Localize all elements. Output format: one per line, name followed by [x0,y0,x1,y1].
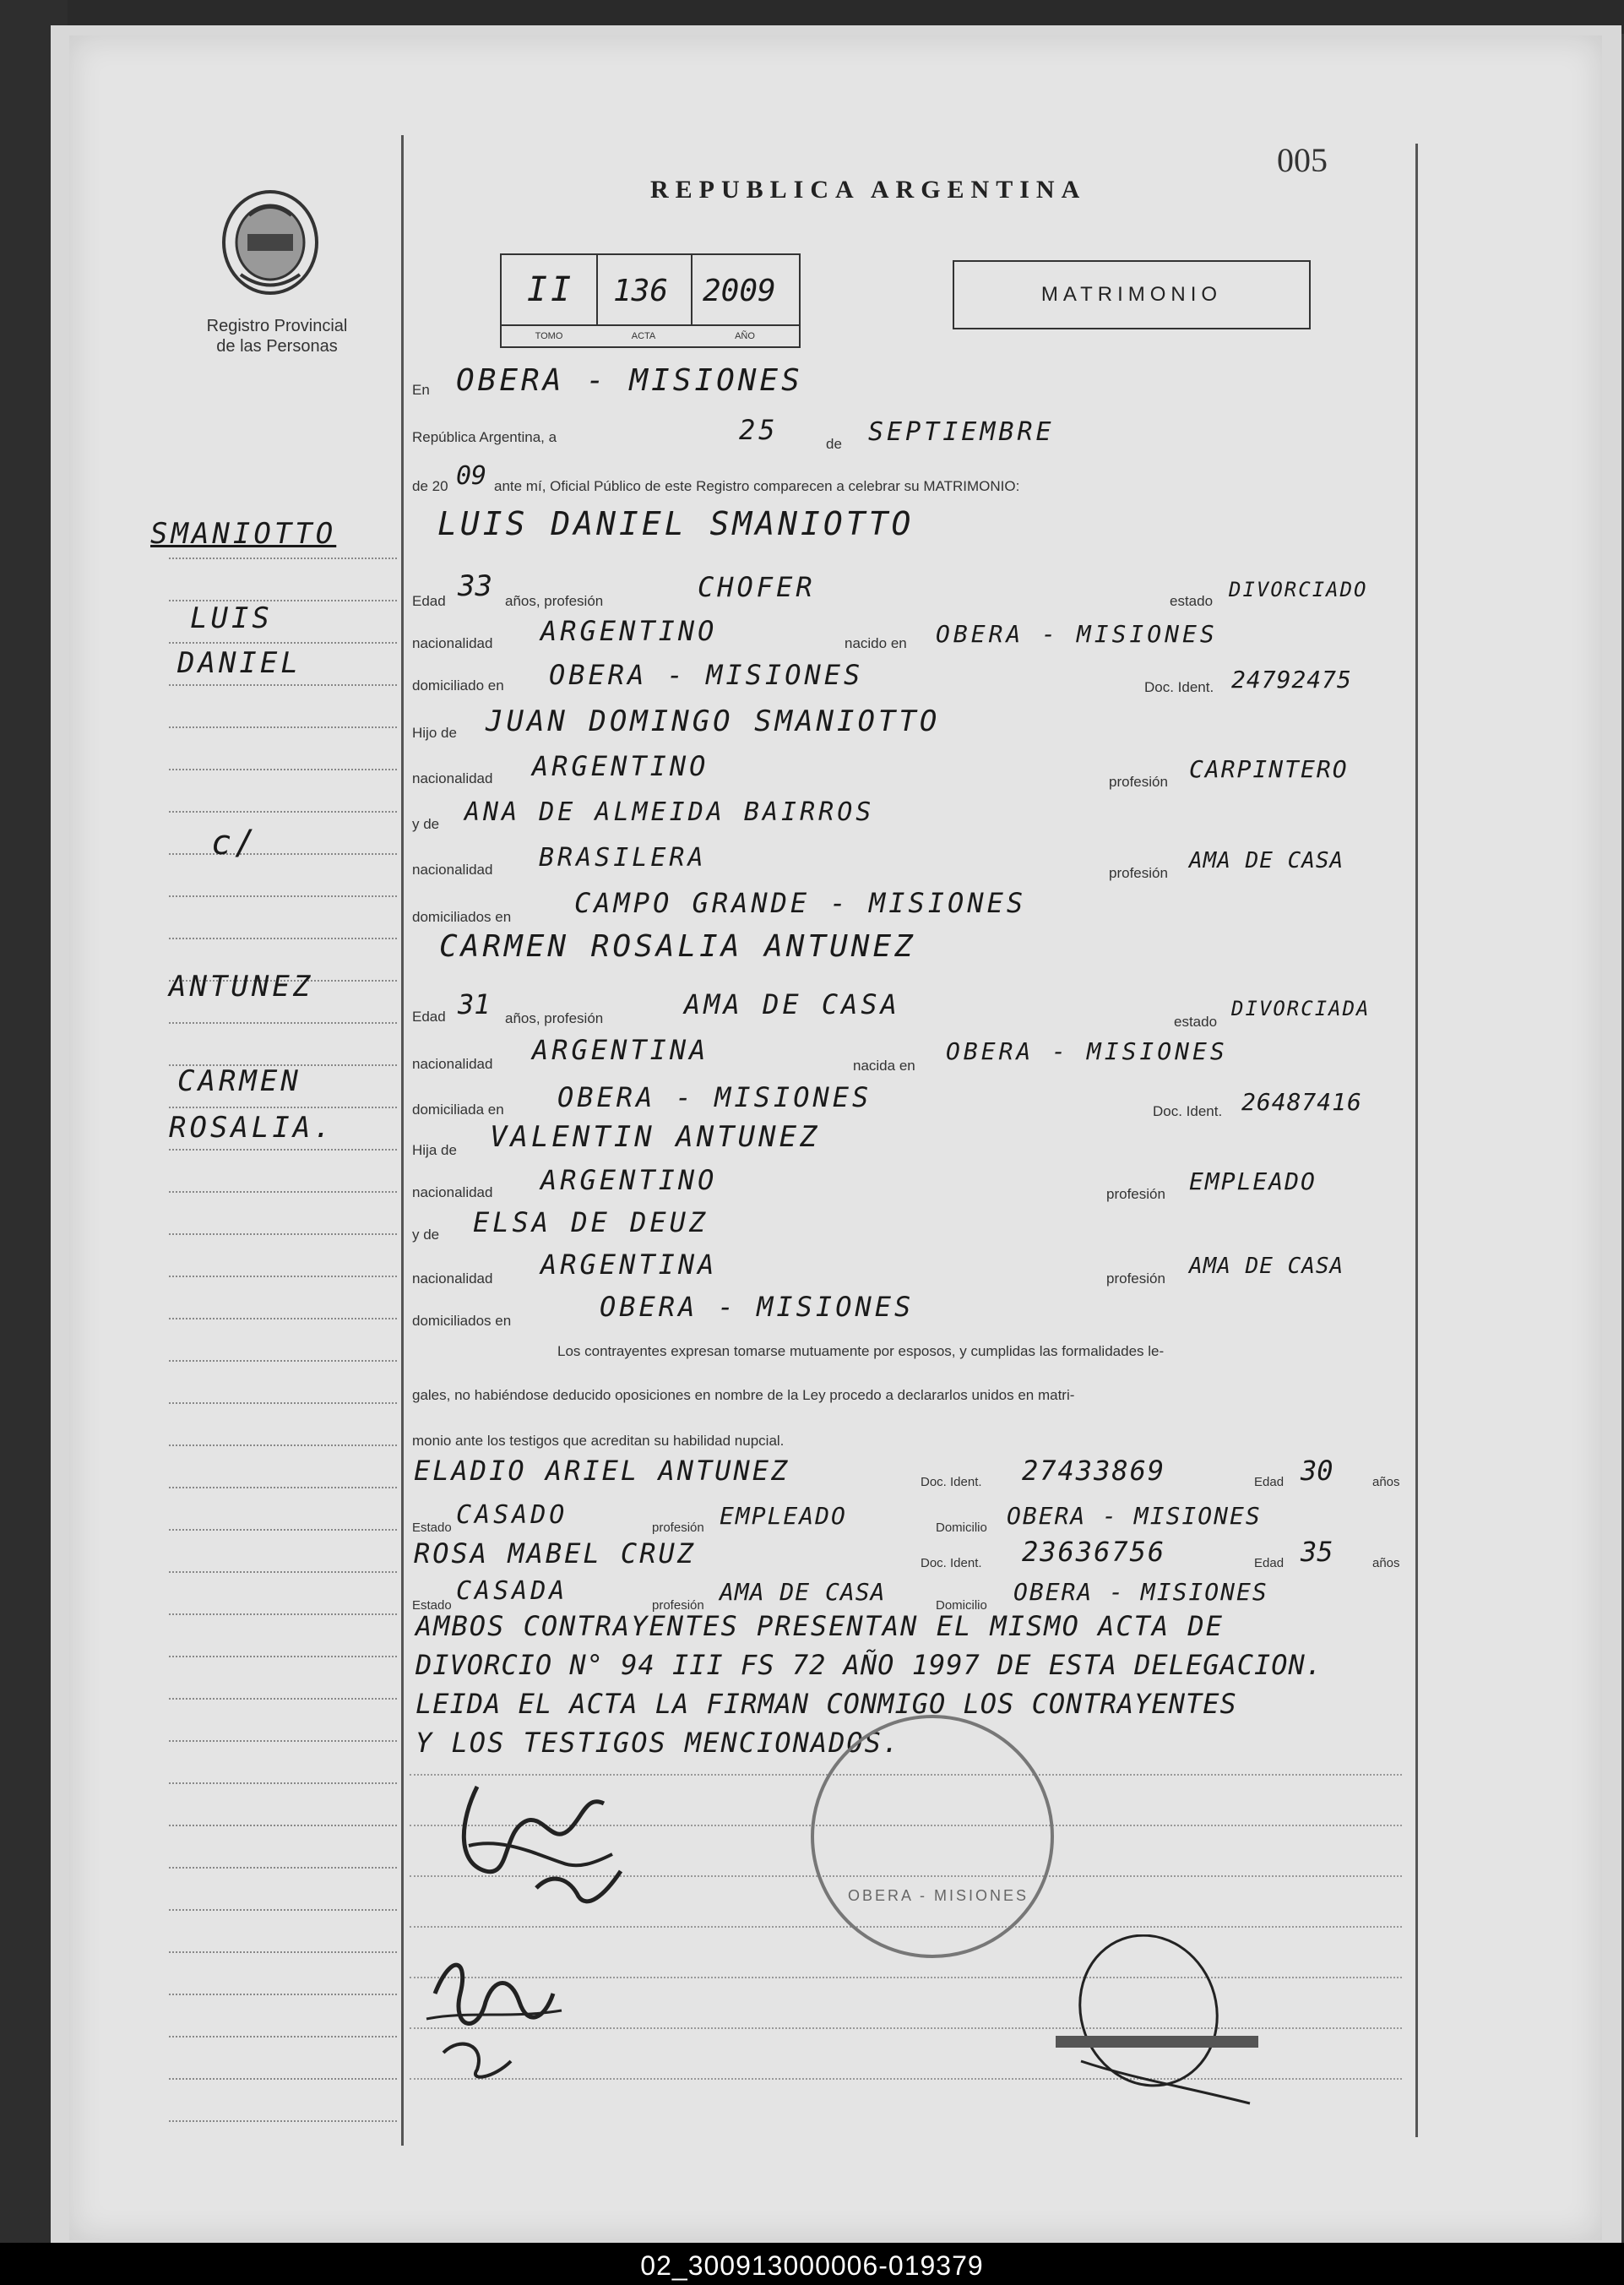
witness2-edad-label: Edad [1254,1556,1285,1570]
witness2-name: ROSA MABEL CRUZ [414,1537,696,1570]
witness1-anos-label: años [1372,1475,1400,1489]
witness1-doc-label: Doc. Ident. [921,1475,982,1489]
document-type: MATRIMONIO [953,260,1311,329]
year-suffix: 09 [456,461,487,491]
witness1-edad: 30 [1301,1455,1333,1487]
day-value: 25 [739,414,779,446]
registry-line2: de las Personas [216,337,338,356]
margin-con: c/ [211,824,259,862]
margin-bride-name-2: ROSALIA. [169,1111,334,1145]
note-line1: AMBOS CONTRAYENTES PRESENTAN EL MISMO ACTA DE [416,1610,1224,1642]
groom-padre-nac-label: nacionalidad [412,770,493,786]
page-number: 005 [1277,141,1328,179]
groom-domicilio: OBERA - MISIONES [549,659,864,691]
groom-signature [452,1770,638,1918]
groom-padre-prof-label: profesión [1109,774,1168,790]
groom-edad: 33 [458,569,492,603]
bride-nac-label: nacionalidad [412,1056,493,1072]
bride-madre-nac: ARGENTINA [540,1249,718,1281]
bride-doc: 26487416 [1241,1088,1362,1116]
bride-domicilio: OBERA - MISIONES [557,1081,872,1113]
note-line3: LEIDA EL ACTA LA FIRMAN CONMIGO LOS CONTRAYENTES [416,1688,1237,1720]
month-value: SEPTIEMBRE [868,417,1055,447]
witness1-domicilio: OBERA - MISIONES [1007,1502,1262,1530]
acta-label: ACTA [596,324,691,346]
groom-nac-label: nacionalidad [412,635,493,651]
witness1-estado-label: Estado [412,1521,452,1535]
groom-padre-prof: CARPINTERO [1189,755,1349,783]
bride-signature [418,1943,570,2091]
groom-profesion-label: años, profesión [505,593,604,609]
witness2-doc: 23636756 [1022,1536,1166,1568]
margin-name-1: LUIS [190,601,273,635]
note-line4: Y LOS TESTIGOS MENCIONADOS. [416,1727,901,1759]
year-prefix: de 20 [412,478,448,494]
witness1-domicilio-label: Domicilio [936,1521,987,1535]
tomo-label: TOMO [502,324,596,346]
bride-nacida: OBERA - MISIONES [946,1037,1228,1065]
anio-value: 2009 [703,274,776,308]
groom-madre-nac-label: nacionalidad [412,862,493,878]
groom-edad-label: Edad [412,593,446,609]
bride-padre: VALENTIN ANTUNEZ [490,1120,821,1154]
registry-line1: Registro Provincial [206,317,348,335]
acta-box [500,253,801,348]
acta-value: 136 [613,274,669,308]
groom-madre-nac: BRASILERA [539,843,707,873]
page-title: REPUBLICA ARGENTINA [650,176,1087,204]
witness1-edad-label: Edad [1254,1475,1285,1489]
bride-dom-label: domiciliada en [412,1102,504,1118]
place-value: OBERA - MISIONES [456,363,803,398]
de-label: de [826,436,842,452]
registry-caption [159,316,395,356]
witness2-estado: CASADA [456,1576,568,1606]
bride-padres-domicilio: OBERA - MISIONES [600,1291,915,1323]
groom-estado: DIVORCIADO [1229,578,1368,601]
bride-profesion: AMA DE CASA [684,988,900,1020]
bride-estado: DIVORCIADA [1231,997,1371,1020]
groom-madre: ANA DE ALMEIDA BAIRROS [464,797,875,827]
groom-nacionalidad: ARGENTINO [540,615,718,647]
bride-profesion-label: años, profesión [505,1010,604,1026]
groom-madre-prof-label: profesión [1109,865,1168,881]
margin-surname: SMANIOTTO [150,517,337,551]
intro-text: ante mí, Oficial Público de este Registro comparecen a celebrar su MATRIMONIO: [494,478,1020,494]
bride-domiciliados-label: domiciliados en [412,1313,512,1329]
margin-name-2: DANIEL [177,646,301,680]
bride-nacionalidad: ARGENTINA [532,1034,709,1066]
note-line2: DIVORCIO N° 94 III FS 72 AÑO 1997 DE ESTA DELEGACION. [416,1649,1323,1681]
declaration-line1: Los contrayentes expresan tomarse mutuamente por esposos, y cumplidas las formalidades le- [557,1343,1165,1359]
official-stamp [811,1715,1054,1958]
registry-seal [215,182,325,304]
anio-label: AÑO [691,324,799,346]
groom-domiciliados-label: domiciliados en [412,909,512,925]
bride-madre-prof: AMA DE CASA [1189,1254,1344,1279]
bride-yde-label: y de [412,1227,440,1243]
groom-name: LUIS DANIEL SMANIOTTO [437,505,915,542]
bride-nacida-label: nacida en [853,1058,915,1074]
witness1-name: ELADIO ARIEL ANTUNEZ [414,1455,790,1487]
groom-doc: 24792475 [1231,666,1352,694]
bride-edad: 31 [458,988,491,1020]
bride-edad-label: Edad [412,1009,446,1025]
witness1-profesion: EMPLEADO [720,1502,847,1530]
bride-estado-label: estado [1174,1014,1218,1030]
groom-estado-label: estado [1170,593,1214,609]
republica-label: República Argentina, a [412,429,557,445]
file-name: 02_300913000006-019379 [640,2250,984,2281]
bride-hija-label: Hija de [412,1142,457,1158]
groom-padre: JUAN DOMINGO SMANIOTTO [486,705,941,738]
groom-profesion: CHOFER [698,571,816,603]
witness2-domicilio-label: Domicilio [936,1598,987,1613]
margin-line-right [1415,144,1418,2137]
witness1-doc: 27433869 [1022,1455,1166,1487]
margin-bride-surname: ANTUNEZ [169,970,314,1004]
bride-padre-nac: ARGENTINO [540,1164,718,1196]
groom-padre-nac: ARGENTINO [532,750,709,782]
declaration-line2: gales, no habiéndose deducido oposiciones en nombre de la Ley procedo a declararlos unidos en matri- [412,1387,1075,1403]
bride-doc-label: Doc. Ident. [1153,1103,1223,1119]
witness2-anos-label: años [1372,1556,1400,1570]
declaration-line3: monio ante los testigos que acreditan su habilidad nupcial. [412,1433,785,1449]
bride-madre: ELSA DE DEUZ [473,1206,709,1238]
witness1-prof-label: profesión [652,1521,704,1535]
groom-nacido-label: nacido en [845,635,907,651]
groom-padres-domicilio: CAMPO GRANDE - MISIONES [574,887,1027,919]
groom-dom-label: domiciliado en [412,677,504,694]
witness2-domicilio: OBERA - MISIONES [1013,1578,1268,1606]
witness2-estado-label: Estado [412,1598,452,1613]
stamp-text: OBERA - MISIONES [848,1887,1029,1904]
groom-yde-label: y de [412,816,440,832]
bride-padre-nac-label: nacionalidad [412,1184,493,1200]
margin-bride-name-1: CARMEN [177,1064,301,1098]
official-signature [1056,1934,1258,2125]
witness2-edad: 35 [1301,1536,1333,1568]
witness1-estado: CASADO [456,1500,568,1530]
witness2-profesion: AMA DE CASA [720,1578,886,1606]
groom-doc-label: Doc. Ident. [1144,679,1214,695]
groom-madre-prof: AMA DE CASA [1189,848,1344,873]
groom-nacido: OBERA - MISIONES [936,620,1218,648]
bride-madre-prof-label: profesión [1106,1270,1165,1287]
bride-padre-prof: EMPLEADO [1189,1167,1317,1195]
witness2-doc-label: Doc. Ident. [921,1556,982,1570]
witness2-prof-label: profesión [652,1598,704,1613]
margin-line-left [401,135,404,2146]
en-label: En [412,382,430,398]
groom-hijo-label: Hijo de [412,725,457,741]
bride-padre-prof-label: profesión [1106,1186,1165,1202]
bride-madre-nac-label: nacionalidad [412,1270,493,1287]
tomo-value: II [527,270,575,309]
bride-name: CARMEN ROSALIA ANTUNEZ [439,929,916,964]
